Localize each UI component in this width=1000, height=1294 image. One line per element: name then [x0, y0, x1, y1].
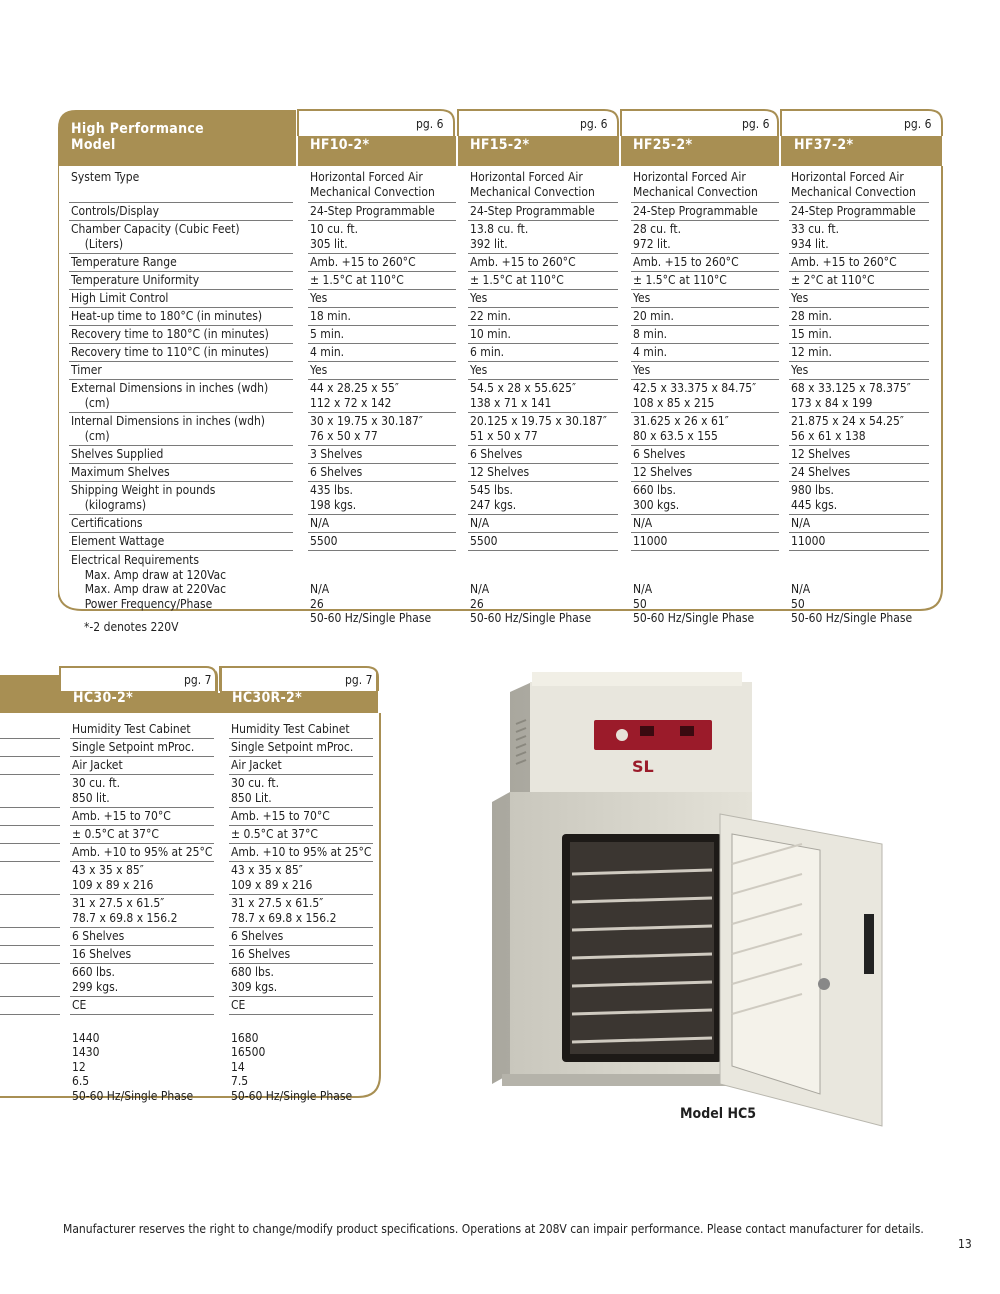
table-cell: 12 Shelves: [633, 465, 693, 479]
model-header: HF25-2*: [633, 137, 693, 153]
table-cell: 16 Shelves: [231, 947, 291, 961]
row-divider: [0, 738, 60, 739]
table-cell: Horizontal Forced Air Mechanical Convection: [633, 170, 758, 199]
row-divider: [631, 343, 779, 344]
table-cell: Amb. +15 to 260°C: [791, 255, 897, 269]
row-divider: [69, 379, 293, 380]
table-cell: 20 min.: [633, 309, 674, 323]
row-divider: [308, 481, 456, 482]
table-cell: 6 Shelves: [231, 929, 284, 943]
product-photo: [462, 664, 950, 1144]
row-divider: [308, 550, 456, 551]
row-divider: [229, 738, 373, 739]
table-cell: 15 min.: [791, 327, 832, 341]
table-cell: N/A 26 50-60 Hz/Single Phase: [470, 582, 592, 625]
row-divider: [468, 379, 618, 380]
row-divider: [69, 343, 293, 344]
row-divider: [789, 343, 929, 344]
row-divider: [0, 996, 60, 997]
row-divider: [0, 774, 60, 775]
table-cell: N/A: [310, 516, 330, 530]
row-divider: [229, 1014, 373, 1015]
page-ref: pg. 7: [184, 673, 212, 687]
row-divider: [468, 289, 618, 290]
row-divider: [631, 253, 779, 254]
row-divider: [70, 738, 214, 739]
table-cell: 54.5 x 28 x 55.625″ 138 x 71 x 141: [470, 381, 577, 410]
row-divider: [0, 861, 60, 862]
row-label: Element Wattage: [71, 534, 165, 548]
row-label: Controls/Display: [71, 204, 160, 218]
table-cell: 12 min.: [791, 345, 832, 359]
row-divider: [229, 774, 373, 775]
row-divider: [631, 289, 779, 290]
table-cell: ± 1.5°C at 110°C: [310, 273, 404, 287]
table-cell: 18 min.: [310, 309, 351, 323]
model-header: HC30R-2*: [232, 690, 302, 706]
row-divider: [468, 202, 618, 203]
row-divider: [468, 550, 618, 551]
table-cell: Horizontal Forced Air Mechanical Convection: [791, 170, 916, 199]
row-divider: [69, 445, 293, 446]
row-divider: [308, 514, 456, 515]
table-cell: 30 cu. ft. 850 Lit.: [231, 776, 280, 805]
table-cell: 24-Step Programmable: [791, 204, 916, 218]
row-label: Shipping Weight in pounds (kilograms): [71, 483, 216, 512]
table-cell: 1680 16500 14 7.5 50-60 Hz/Single Phase: [231, 1030, 353, 1103]
table-cell: 545 lbs. 247 kgs.: [470, 483, 517, 512]
row-divider: [468, 532, 618, 533]
row-divider: [631, 379, 779, 380]
row-label: Recovery time to 180°C (in minutes): [71, 327, 269, 341]
logo-mark: SL: [632, 757, 654, 776]
row-divider: [308, 361, 456, 362]
row-label: Timer: [71, 363, 102, 377]
row-divider: [0, 825, 60, 826]
row-divider: [70, 894, 214, 895]
row-divider: [631, 271, 779, 272]
row-divider: [789, 532, 929, 533]
table-cell: 20.125 x 19.75 x 30.187″ 51 x 50 x 77: [470, 414, 607, 443]
row-divider: [789, 445, 929, 446]
row-divider: [0, 1014, 60, 1015]
table-cell: 44 x 28.25 x 55″ 112 x 72 x 142: [310, 381, 399, 410]
table-cell: 42.5 x 33.375 x 84.75″ 108 x 85 x 215: [633, 381, 757, 410]
table-cell: 660 lbs. 300 kgs.: [633, 483, 680, 512]
row-label: High Limit Control: [71, 291, 169, 305]
page-number: 13: [958, 1237, 972, 1251]
row-divider: [0, 927, 60, 928]
table-cell: 6 min.: [470, 345, 505, 359]
row-divider: [229, 861, 373, 862]
table-cell: 6 Shelves: [310, 465, 363, 479]
row-divider: [789, 325, 929, 326]
table-cell: N/A: [633, 516, 653, 530]
row-divider: [0, 945, 60, 946]
row-divider: [789, 202, 929, 203]
table-cell: 30 x 19.75 x 30.187″ 76 x 50 x 77: [310, 414, 423, 443]
table-cell: 8 min.: [633, 327, 668, 341]
row-divider: [70, 927, 214, 928]
table-cell: 6 Shelves: [633, 447, 686, 461]
row-divider: [468, 307, 618, 308]
row-divider: [789, 481, 929, 482]
row-divider: [789, 379, 929, 380]
row-divider: [308, 325, 456, 326]
table-cell: 5500: [470, 534, 498, 548]
table-cell: ± 0.5°C at 37°C: [231, 827, 318, 841]
row-divider: [631, 445, 779, 446]
table-cell: 5500: [310, 534, 338, 548]
row-divider: [69, 361, 293, 362]
row-divider: [308, 202, 456, 203]
row-divider: [0, 963, 60, 964]
row-divider: [70, 756, 214, 757]
row-label: Temperature Range: [71, 255, 177, 269]
table-cell: 24-Step Programmable: [310, 204, 435, 218]
table-cell: 12 Shelves: [791, 447, 851, 461]
table-cell: 10 cu. ft. 305 lit.: [310, 222, 359, 251]
row-divider: [229, 996, 373, 997]
row-divider: [789, 412, 929, 413]
row-divider: [69, 307, 293, 308]
table-cell: 5 min.: [310, 327, 345, 341]
table-cell: ± 1.5°C at 110°C: [633, 273, 727, 287]
row-divider: [789, 550, 929, 551]
table-cell: Yes: [791, 363, 809, 377]
table-cell: 28 cu. ft. 972 lit.: [633, 222, 682, 251]
row-divider: [0, 756, 60, 757]
row-divider: [229, 756, 373, 757]
table-cell: Amb. +15 to 70°C: [231, 809, 330, 823]
row-divider: [468, 361, 618, 362]
table-cell: 24-Step Programmable: [633, 204, 758, 218]
row-label: Recovery time to 110°C (in minutes): [71, 345, 269, 359]
table-cell: 21.875 x 24 x 54.25″ 56 x 61 x 138: [791, 414, 904, 443]
row-divider: [468, 253, 618, 254]
row-divider: [69, 271, 293, 272]
table-cell: Air Jacket: [72, 758, 123, 772]
row-divider: [0, 807, 60, 808]
model-header: HF15-2*: [470, 137, 530, 153]
table-cell: 33 cu. ft. 934 lit.: [791, 222, 840, 251]
photo-caption: Model HC5: [680, 1106, 756, 1122]
table-cell: 31 x 27.5 x 61.5″ 78.7 x 69.8 x 156.2: [231, 896, 337, 925]
table-cell: 43 x 35 x 85″ 109 x 89 x 216: [72, 863, 154, 892]
page-ref: pg. 6: [904, 117, 932, 131]
row-divider: [789, 289, 929, 290]
row-divider: [308, 307, 456, 308]
row-divider: [308, 271, 456, 272]
row-divider: [69, 463, 293, 464]
table-cell: Single Setpoint mProc.: [72, 740, 195, 754]
row-divider: [789, 253, 929, 254]
table-cell: 980 lbs. 445 kgs.: [791, 483, 838, 512]
row-divider: [308, 532, 456, 533]
table-cell: ± 1.5°C at 110°C: [470, 273, 564, 287]
row-label: External Dimensions in inches (wdh) (cm): [71, 381, 269, 410]
table-cell: 660 lbs. 299 kgs.: [72, 965, 119, 994]
table-cell: 12 Shelves: [470, 465, 530, 479]
row-divider: [69, 325, 293, 326]
row-divider: [229, 945, 373, 946]
row-divider: [70, 807, 214, 808]
row-divider: [69, 253, 293, 254]
row-label: Chamber Capacity (Cubic Feet) (Liters): [71, 222, 240, 251]
row-divider: [69, 412, 293, 413]
row-divider: [0, 894, 60, 895]
row-divider: [468, 445, 618, 446]
table-cell: Air Jacket: [231, 758, 282, 772]
table-cell: ± 0.5°C at 37°C: [72, 827, 159, 841]
table-cell: Horizontal Forced Air Mechanical Convection: [470, 170, 595, 199]
spec-table-humidity: [0, 665, 390, 1125]
spec-table-high-performance: [58, 108, 944, 625]
header-title-line1: High Performance: [71, 121, 204, 137]
table-cell: 10 min.: [470, 327, 511, 341]
row-divider: [229, 927, 373, 928]
row-divider: [789, 514, 929, 515]
table-cell: Amb. +10 to 95% at 25°C: [72, 845, 213, 859]
table-cell: 3 Shelves: [310, 447, 363, 461]
row-divider: [70, 996, 214, 997]
row-divider: [70, 945, 214, 946]
footnote: *-2 denotes 220V: [84, 620, 179, 634]
row-divider: [789, 463, 929, 464]
table-cell: 31.625 x 26 x 61″ 80 x 63.5 x 155: [633, 414, 729, 443]
table-cell: N/A 50 50-60 Hz/Single Phase: [633, 582, 755, 625]
row-divider: [70, 774, 214, 775]
row-divider: [789, 307, 929, 308]
row-divider: [69, 202, 293, 203]
table-cell: Amb. +15 to 260°C: [470, 255, 576, 269]
table-cell: 68 x 33.125 x 78.375″ 173 x 84 x 199: [791, 381, 911, 410]
row-divider: [468, 481, 618, 482]
table-cell: 1440 1430 12 6.5 50-60 Hz/Single Phase: [72, 1030, 194, 1103]
table-cell: Yes: [633, 363, 651, 377]
table-cell: 16 Shelves: [72, 947, 132, 961]
row-divider: [69, 532, 293, 533]
row-label: Internal Dimensions in inches (wdh) (cm): [71, 414, 266, 443]
row-label: System Type: [71, 170, 140, 184]
row-divider: [308, 445, 456, 446]
row-divider: [468, 271, 618, 272]
row-divider: [468, 220, 618, 221]
row-divider: [631, 325, 779, 326]
table-cell: Yes: [633, 291, 651, 305]
row-divider: [631, 463, 779, 464]
table-cell: 28 min.: [791, 309, 832, 323]
page-ref: pg. 6: [580, 117, 608, 131]
row-divider: [631, 361, 779, 362]
table-cell: 31 x 27.5 x 61.5″ 78.7 x 69.8 x 156.2: [72, 896, 178, 925]
row-divider: [0, 843, 60, 844]
row-label: Maximum Shelves: [71, 465, 170, 479]
row-divider: [468, 325, 618, 326]
table-cell: Amb. +15 to 260°C: [633, 255, 739, 269]
row-divider: [631, 481, 779, 482]
row-divider: [70, 861, 214, 862]
row-divider: [789, 220, 929, 221]
table-cell: 11000: [791, 534, 826, 548]
table-cell: CE: [231, 998, 246, 1012]
row-divider: [631, 412, 779, 413]
table-cell: 4 min.: [310, 345, 345, 359]
model-header: HF37-2*: [794, 137, 854, 153]
table-cell: 43 x 35 x 85″ 109 x 89 x 216: [231, 863, 313, 892]
table-cell: N/A 26 50-60 Hz/Single Phase: [310, 582, 432, 625]
row-divider: [789, 361, 929, 362]
row-divider: [69, 289, 293, 290]
table-cell: Yes: [470, 363, 488, 377]
row-divider: [229, 843, 373, 844]
row-divider: [631, 220, 779, 221]
row-divider: [308, 253, 456, 254]
table-cell: Horizontal Forced Air Mechanical Convection: [310, 170, 435, 199]
row-divider: [69, 220, 293, 221]
table-cell: Yes: [791, 291, 809, 305]
row-divider: [308, 379, 456, 380]
header-title-line2: Model: [71, 137, 116, 153]
row-divider: [229, 963, 373, 964]
row-label: Shelves Supplied: [71, 447, 164, 461]
row-divider: [631, 550, 779, 551]
table-cell: Yes: [470, 291, 488, 305]
row-divider: [229, 894, 373, 895]
model-header: HC30-2*: [73, 690, 133, 706]
table-cell: 435 lbs. 198 kgs.: [310, 483, 357, 512]
page-ref: pg. 6: [416, 117, 444, 131]
table-cell: 22 min.: [470, 309, 511, 323]
model-header: HF10-2*: [310, 137, 370, 153]
row-divider: [631, 514, 779, 515]
row-divider: [631, 532, 779, 533]
row-divider: [70, 825, 214, 826]
row-divider: [229, 807, 373, 808]
table-cell: CE: [72, 998, 87, 1012]
model-header: HC30: [73, 675, 112, 691]
table-cell: Yes: [310, 363, 328, 377]
table-cell: Amb. +15 to 70°C: [72, 809, 171, 823]
page-ref: pg. 7: [345, 673, 373, 687]
table-cell: Yes: [310, 291, 328, 305]
disclaimer: Manufacturer reserves the right to change/modify product specifications. Operations at 208V can impair performance. Please contact manufacturer for details.: [63, 1222, 924, 1236]
table-cell: N/A: [791, 516, 811, 530]
table-cell: 6 Shelves: [470, 447, 523, 461]
table-cell: 680 lbs. 309 kgs.: [231, 965, 278, 994]
page-ref: pg. 6: [742, 117, 770, 131]
table-cell: 6 Shelves: [72, 929, 125, 943]
row-divider: [308, 220, 456, 221]
row-divider: [69, 481, 293, 482]
row-divider: [468, 412, 618, 413]
row-divider: [631, 202, 779, 203]
table-cell: N/A: [470, 516, 490, 530]
table-cell: 24-Step Programmable: [470, 204, 595, 218]
row-label: Heat-up time to 180°C (in minutes): [71, 309, 263, 323]
row-divider: [69, 550, 293, 551]
row-divider: [308, 343, 456, 344]
model-header: HC30R: [232, 675, 281, 691]
row-divider: [229, 825, 373, 826]
row-label: Temperature Uniformity: [71, 273, 200, 287]
table-cell: 13.8 cu. ft. 392 lit.: [470, 222, 529, 251]
table-cell: Humidity Test Cabinet: [231, 722, 350, 736]
row-divider: [70, 963, 214, 964]
table-cell: Humidity Test Cabinet: [72, 722, 191, 736]
row-label: Electrical Requirements Max. Amp draw at 120Vac Max. Amp draw at 220Vac Power Frequency/Phase: [71, 553, 227, 611]
table-cell: Single Setpoint mProc.: [231, 740, 354, 754]
row-divider: [70, 843, 214, 844]
table-cell: 11000: [633, 534, 668, 548]
table-cell: N/A 50 50-60 Hz/Single Phase: [791, 582, 913, 625]
oven-illustration: [462, 664, 950, 1144]
table-cell: 30 cu. ft. 850 lit.: [72, 776, 121, 805]
row-divider: [789, 271, 929, 272]
row-divider: [308, 289, 456, 290]
table-cell: ± 2°C at 110°C: [791, 273, 875, 287]
row-divider: [308, 463, 456, 464]
table-cell: Amb. +15 to 260°C: [310, 255, 416, 269]
table-cell: Amb. +10 to 95% at 25°C: [231, 845, 372, 859]
row-label: Certifications: [71, 516, 143, 530]
row-divider: [631, 307, 779, 308]
row-divider: [468, 514, 618, 515]
row-divider: [308, 412, 456, 413]
table-cell: 24 Shelves: [791, 465, 851, 479]
row-divider: [468, 463, 618, 464]
row-divider: [69, 514, 293, 515]
table-cell: 4 min.: [633, 345, 668, 359]
row-divider: [70, 1014, 214, 1015]
row-divider: [468, 343, 618, 344]
